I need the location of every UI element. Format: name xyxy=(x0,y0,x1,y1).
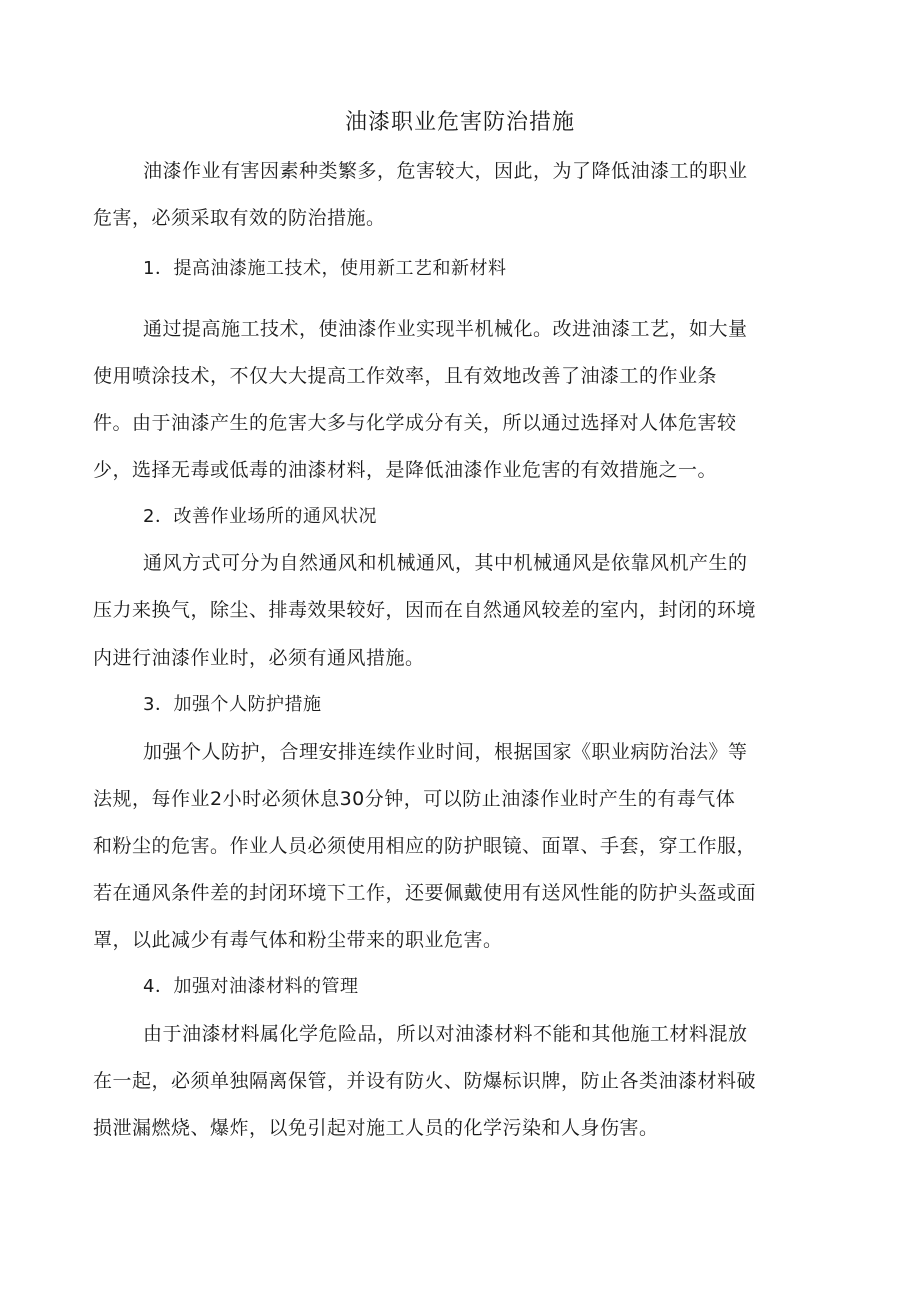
section-heading-1: 1．提高油漆施工技术，使用新工艺和新材料 xyxy=(143,258,507,279)
document-title: 油漆职业危害防治措施 xyxy=(344,110,575,135)
intro-line: 危害，必须采取有效的防治措施。 xyxy=(93,207,386,229)
section-3-line: 法规，每作业2小时必须休息30分钟，可以防止油漆作业时产生的有毒气体 xyxy=(93,788,736,810)
section-2-line: 内进行油漆作业时，必须有通风措施。 xyxy=(93,647,425,669)
section-1-line: 件。由于油漆产生的危害大多与化学成分有关，所以通过选择对人体危害较 xyxy=(93,412,737,434)
section-4-line: 在一起，必须单独隔离保管，并设有防火、防爆标识牌，防止各类油漆材料破 xyxy=(93,1070,757,1092)
section-3-line: 和粉尘的危害。作业人员必须使用相应的防护眼镜、面罩、手套，穿工作服， xyxy=(93,835,757,857)
intro-line: 油漆作业有害因素种类繁多，危害较大，因此，为了降低油漆工的职业 xyxy=(143,160,748,182)
section-1-line: 少，选择无毒或低毒的油漆材料，是降低油漆作业危害的有效措施之一。 xyxy=(93,459,718,481)
section-3-line: 罩，以此减少有毒气体和粉尘带来的职业危害。 xyxy=(93,929,503,951)
section-1-line: 使用喷涂技术，不仅大大提高工作效率，且有效地改善了油漆工的作业条 xyxy=(93,365,718,387)
section-3-line: 若在通风条件差的封闭环境下工作，还要佩戴使用有送风性能的防护头盔或面 xyxy=(93,882,757,904)
section-3-line: 加强个人防护，合理安排连续作业时间，根据国家《职业病防治法》等 xyxy=(143,741,748,763)
section-4-line: 由于油漆材料属化学危险品，所以对油漆材料不能和其他施工材料混放 xyxy=(143,1023,748,1045)
section-2-line: 通风方式可分为自然通风和机械通风，其中机械通风是依靠风机产生的 xyxy=(143,552,748,574)
section-1-line: 通过提高施工技术，使油漆作业实现半机械化。改进油漆工艺，如大量 xyxy=(143,318,748,340)
section-heading-2: 2．改善作业场所的通风状况 xyxy=(143,506,377,527)
section-heading-4: 4．加强对油漆材料的管理 xyxy=(143,976,359,997)
section-4-line: 损泄漏燃烧、爆炸，以免引起对施工人员的化学污染和人身伤害。 xyxy=(93,1117,659,1139)
section-heading-3: 3．加强个人防护措施 xyxy=(143,694,322,715)
section-2-line: 压力来换气，除尘、排毒效果较好，因而在自然通风较差的室内，封闭的环境 xyxy=(93,599,757,621)
